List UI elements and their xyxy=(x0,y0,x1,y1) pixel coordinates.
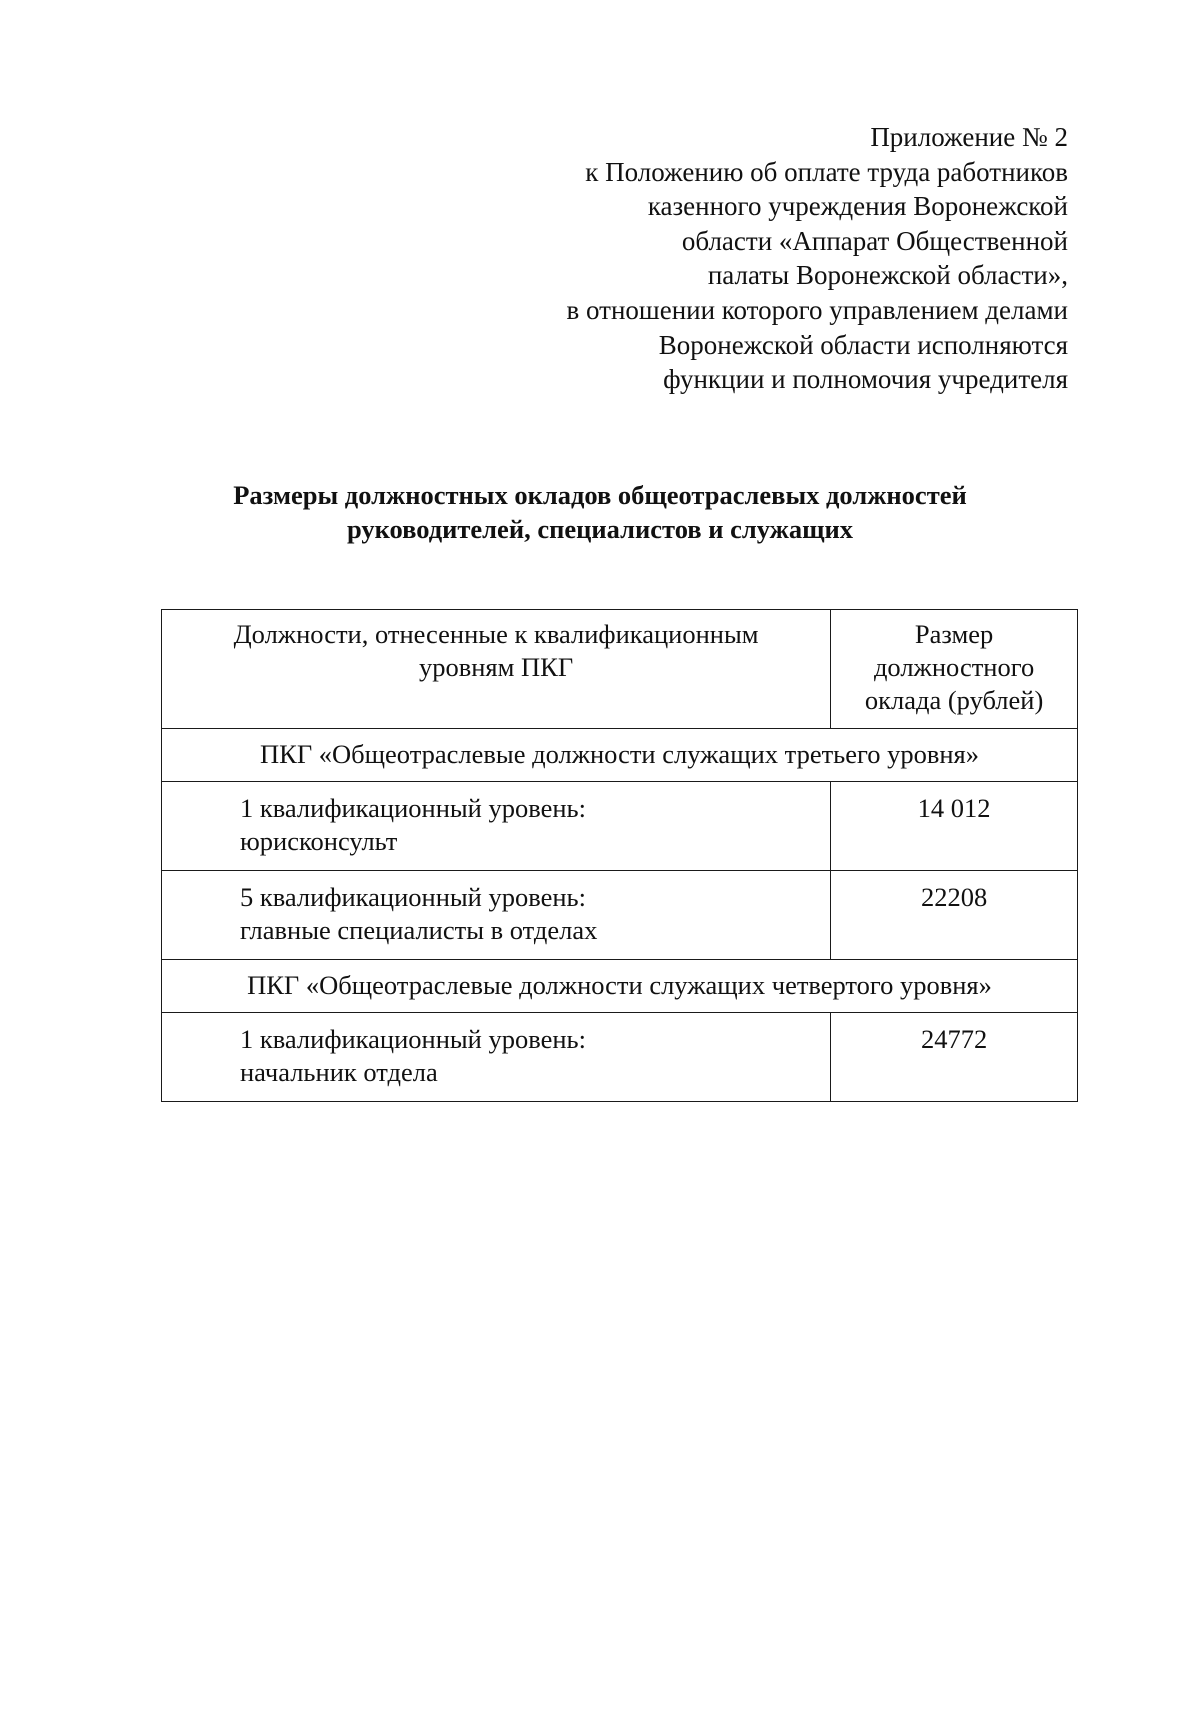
position-name: юрисконсульт xyxy=(240,826,398,856)
table-row xyxy=(162,782,1078,871)
header-salary-cell xyxy=(831,610,1078,729)
table-row xyxy=(162,871,1078,960)
position-cell xyxy=(162,782,831,871)
header-positions-text: Должности, отнесенные к квалификационным xyxy=(233,619,759,649)
position-name: главные специалисты в отделах xyxy=(240,915,598,945)
appendix-header xyxy=(448,120,1068,397)
appendix-line: Приложение № 2 xyxy=(870,122,1068,152)
appendix-line: казенного учреждения Воронежской xyxy=(647,191,1068,222)
qualification-level: 1 квалификационный уровень: xyxy=(240,793,586,823)
title-line: Размеры должностных окладов общеотраслевых должностей xyxy=(233,480,967,510)
position-name: начальник отдела xyxy=(240,1057,438,1087)
header-positions-cell xyxy=(162,610,831,729)
qualification-level: 5 квалификационный уровень: xyxy=(240,882,586,912)
qualification-level: 1 квалификационный уровень: xyxy=(240,1024,586,1054)
group-title: ПКГ «Общеотраслевые должности служащих третьего уровня» xyxy=(162,729,1078,782)
group-row xyxy=(162,960,1078,1013)
table-header-row xyxy=(162,610,1078,729)
salary-table xyxy=(161,609,1078,1102)
salary-cell: 14 012 xyxy=(831,782,1078,871)
position-cell xyxy=(162,1013,831,1102)
appendix-line: области «Аппарат Общественной xyxy=(681,225,1068,256)
group-title: ПКГ «Общеотраслевые должности служащих четвертого уровня» xyxy=(162,960,1078,1013)
table-row xyxy=(162,1013,1078,1102)
position-cell xyxy=(162,871,831,960)
appendix-line: палаты Воронежской области», xyxy=(707,260,1068,291)
salary-cell: 22208 xyxy=(831,871,1078,960)
appendix-line: функции и полномочия учредителя xyxy=(663,364,1068,395)
header-salary-text: должностного xyxy=(873,652,1035,682)
document-title xyxy=(150,478,1050,546)
salary-cell: 24772 xyxy=(831,1013,1078,1102)
header-salary-text: Размер xyxy=(914,619,994,649)
group-row xyxy=(162,729,1078,782)
title-line: руководителей, специалистов и служащих xyxy=(346,514,854,544)
appendix-line: в отношении которого управлением делами xyxy=(566,294,1068,325)
header-positions-text: уровням ПКГ xyxy=(418,652,574,682)
appendix-line: к Положению об оплате труда работников xyxy=(585,156,1068,187)
header-salary-text: оклада (рублей) xyxy=(864,685,1044,715)
appendix-line: Воронежской области исполняются xyxy=(658,329,1068,360)
